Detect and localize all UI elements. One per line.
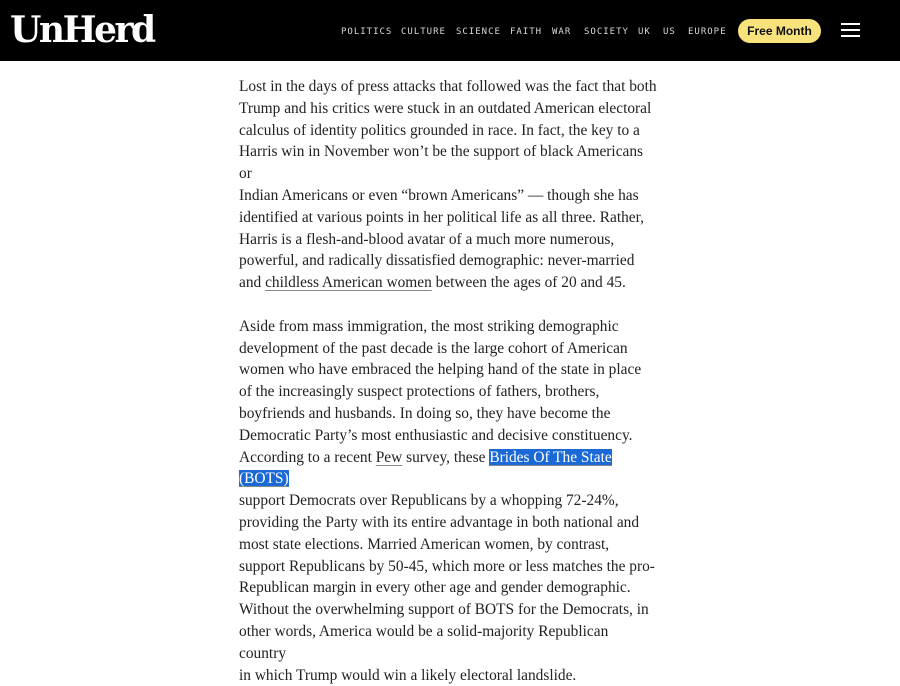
nav-politics[interactable]: POLITICS bbox=[341, 27, 393, 37]
nav-war[interactable]: WAR bbox=[552, 27, 572, 37]
nav-uk[interactable]: UK bbox=[638, 27, 651, 37]
hamburger-menu-icon[interactable] bbox=[841, 23, 860, 37]
bots-selected-link[interactable]: Brides Of The State (BOTS) bbox=[239, 448, 612, 488]
nav-culture[interactable]: CULTURE bbox=[401, 27, 446, 37]
nav-science[interactable]: SCIENCE bbox=[456, 27, 501, 37]
nav-faith[interactable]: FAITH bbox=[510, 27, 543, 37]
pew-link[interactable]: Pew bbox=[375, 448, 403, 466]
article-body bbox=[239, 76, 659, 686]
article-paragraph-2: Aside from mass immigration, the most striking demographic development of the past decade is the large cohort of American women who have embraced the helping hand of the state in place of the increasingly suspect protections of fathers, brothers, boyfriends and husbands. In doing so, they have become the Democratic Party’s most enthusiastic and decisive constituency. According to a recent Pew survey, these Brides Of The State (BOTS) support Democrats over Republicans by a whopping 72-24%, providing the Party with its entire advantage in both national and most state elections. Married American women, by contrast, support Republicans by 50-45, which more or less matches the pro- Republican margin in every other age and gender demographic. Without the overwhelming support of BOTS for the Democrats, in other words, America would be a solid-majority Republican country in which Trump would win a likely electoral landslide. bbox=[239, 317, 655, 684]
site-logo[interactable]: UnHerd bbox=[10, 9, 154, 51]
site-header bbox=[0, 0, 900, 61]
nav-us[interactable]: US bbox=[663, 27, 676, 37]
nav-europe[interactable]: EUROPE bbox=[688, 27, 727, 37]
article-paragraph-1: Lost in the days of press attacks that followed was the fact that both Trump and his critics were stuck in an outdated American electoral calculus of identity politics grounded in race. In fact, the key to a Harris win in November won’t be the support of black Americans or Indian Americans or even “brown Americans” — though she has identified at various points in her political life as all three. Rather, Harris is a flesh-and-blood avatar of a much more numerous, powerful, and radically dissatisfied demographic: never-married and childless American women between the ages of 20 and 45. bbox=[239, 78, 657, 292]
nav-society[interactable]: SOCIETY bbox=[584, 27, 629, 37]
free-month-button[interactable]: Free Month bbox=[738, 19, 821, 43]
childless-american-women-link[interactable]: childless American women bbox=[265, 274, 432, 292]
